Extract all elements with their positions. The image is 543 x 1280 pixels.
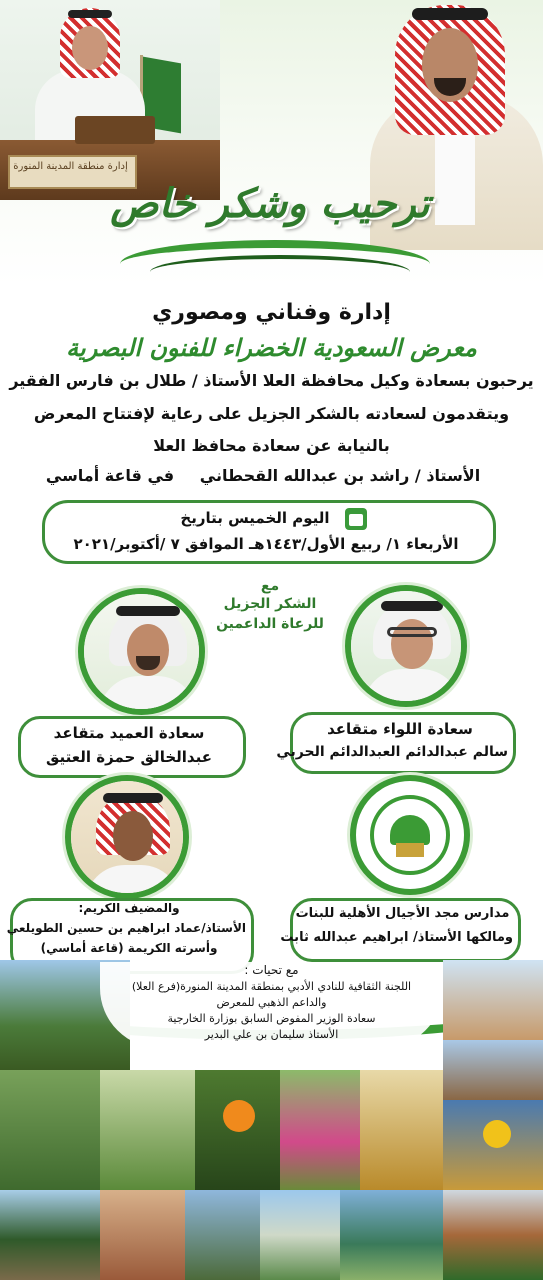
exhibition-name: معرض السعودية الخضراء للفنون البصرية (66, 333, 477, 362)
calendar-icon (345, 508, 367, 530)
sponsor-1-title: سعادة اللواء متقاعد (327, 720, 473, 738)
sponsor-2-photo (78, 588, 205, 715)
greetings-heading: مع تحيات : (244, 963, 299, 977)
intro-line-4-place: في قاعة أماسي (45, 466, 175, 485)
left-portrait-photo (0, 0, 220, 200)
host-title: والمضيف الكريم: (78, 901, 180, 915)
intro-line-2: ويتقدمون لسعادته بالشكر الجزيل على رعاية لإفتتاح المعرض (33, 404, 510, 423)
sponsor-1-photo (345, 585, 467, 707)
school-logo-circle (350, 775, 470, 895)
date-line-2: الأربعاء ١/ ربيع الأول/١٤٤٣هـ الموافق ٧ /أكتوبر/٢٠٢١ (73, 535, 459, 553)
sponsor-1-name: سالم عبدالدائم العبدالدائم الحربي (276, 744, 508, 760)
greetings-line-1: اللجنة الثقافية للنادي الأدبي بمنطقة المدينة المنورة(فرع العلا) (131, 980, 412, 993)
thanks-line-3: للرعاة الداعمين (216, 616, 324, 632)
greetings-line-2: والداعم الذهبي للمعرض (216, 996, 327, 1009)
date-line-1: اليوم الخميس بتاريخ (180, 509, 330, 527)
sponsor-3-name: ومالكها الأستاذ/ ابراهيم عبدالله ثابت (280, 930, 513, 945)
intro-line-1: يرحبون بسعادة وكيل محافظة العلا الأستاذ / طلال بن فارس الفقير (9, 371, 534, 390)
sponsor-3-title: مدارس مجد الأجيال الأهلية للبنات (295, 906, 510, 921)
host-family: وأسرته الكريمة (قاعة أماسي) (40, 941, 218, 955)
desk-plaque-text: إدارة منطقة المدينة المنورة (13, 161, 128, 172)
host-name: الأستاذ/عماد ابراهيم بن حسين الطويلعي (6, 921, 246, 935)
greetings-line-4: الأستاذ سليمان بن علي البدير (204, 1028, 339, 1041)
thanks-line-2: الشكر الجزيل (223, 596, 317, 612)
intro-line-4-name: الأستاذ / راشد بن عبدالله القحطاني (199, 466, 481, 485)
host-photo (65, 775, 189, 899)
greetings-line-3: سعادة الوزير المفوض السابق بوزارة الخارجية (167, 1012, 376, 1025)
organizers-line: إدارة وفناني ومصوري (152, 300, 391, 325)
sponsor-2-title: سعادة العميد متقاعد (53, 724, 205, 742)
header-banner (0, 0, 543, 285)
welcome-title: ترحيب وشكر خاص (110, 180, 430, 227)
thanks-line-1: مع (260, 578, 280, 594)
sponsor-2-name: عبدالخالق حمزة العتيق (46, 748, 212, 766)
intro-line-3: بالنيابة عن سعادة محافظ العلا (153, 436, 390, 455)
